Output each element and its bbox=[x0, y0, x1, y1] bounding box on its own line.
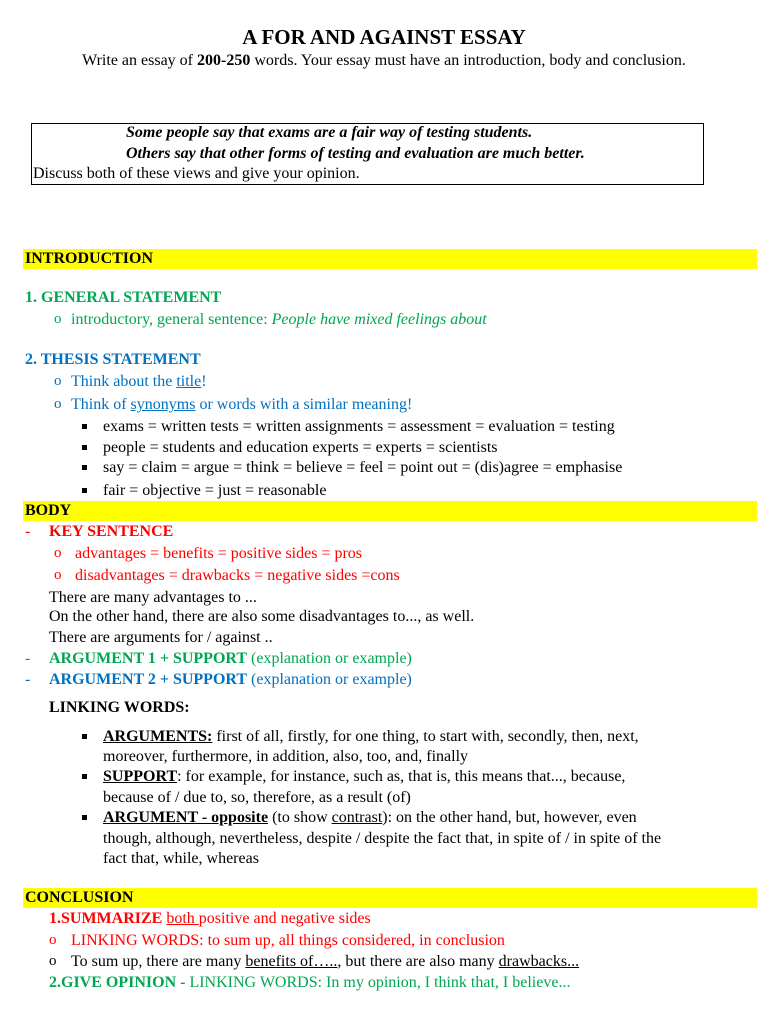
linking-opposite-line-1: ARGUMENT - opposite (to show contrast): on the other hand, but, however, even bbox=[103, 809, 637, 826]
square-bullet-icon bbox=[82, 734, 87, 739]
linking-support-line-2: because of / due to, so, therefore, as a result (of) bbox=[103, 789, 411, 806]
page-title: A FOR AND AGAINST ESSAY bbox=[242, 25, 526, 49]
summarize-line: 1.SUMMARIZE both positive and negative sides bbox=[49, 910, 371, 927]
synonym-line-1: exams = written tests = written assignments = assessment = evaluation = testing bbox=[103, 418, 615, 435]
introduction-heading-bar bbox=[23, 249, 757, 269]
linking-opposite-line-3: fact that, while, whereas bbox=[103, 850, 259, 867]
dash-marker: - bbox=[25, 523, 31, 540]
prompt-line-2: Others say that other forms of testing and evaluation are much better. bbox=[126, 145, 585, 162]
conclusion-heading: CONCLUSION bbox=[25, 889, 134, 906]
linking-arguments-line-2: moreover, furthermore, in addition, also, too, and, finally bbox=[103, 748, 469, 765]
example-line-2: On the other hand, there are also some disadvantages to..., as well. bbox=[49, 608, 475, 625]
general-statement-heading: 1. GENERAL STATEMENT bbox=[25, 289, 222, 306]
linking-words-heading: LINKING WORDS: bbox=[49, 699, 190, 716]
linking-opposite-line-2: though, although, nevertheless, despite / despite the fact that, in spite of / in spite of the bbox=[103, 830, 662, 847]
thesis-item-1: Think about the title! bbox=[71, 373, 207, 390]
circle-bullet-icon: o bbox=[54, 396, 62, 412]
argument-2: ARGUMENT 2 + SUPPORT (explanation or example) bbox=[49, 671, 412, 688]
synonym-line-3: say = claim = argue = think = believe = feel = point out = (dis)agree = emphasise bbox=[103, 459, 623, 476]
circle-bullet-icon: o bbox=[54, 311, 62, 327]
introduction-heading: INTRODUCTION bbox=[25, 250, 154, 267]
prompt-line-1: Some people say that exams are a fair way of testing students. bbox=[126, 124, 533, 141]
conclusion-linking-words: LINKING WORDS: to sum up, all things considered, in conclusion bbox=[71, 932, 505, 949]
dash-marker: - bbox=[25, 650, 31, 667]
general-statement-item: introductory, general sentence: People have mixed feelings about bbox=[71, 311, 487, 328]
square-bullet-icon bbox=[82, 445, 87, 450]
circle-bullet-icon: o bbox=[54, 545, 62, 561]
conclusion-example: To sum up, there are many benefits of….., but there are also many drawbacks... bbox=[71, 953, 580, 970]
example-line-3: There are arguments for / against .. bbox=[49, 629, 273, 646]
example-line-1: There are many advantages to ... bbox=[49, 589, 257, 606]
linking-support-line-1: SUPPORT: for example, for instance, such as, that is, this means that..., because, bbox=[103, 768, 626, 785]
square-bullet-icon bbox=[82, 424, 87, 429]
circle-bullet-icon: o bbox=[54, 373, 62, 389]
key-sentence-heading: KEY SENTENCE bbox=[49, 523, 174, 540]
give-opinion-line: 2.GIVE OPINION - LINKING WORDS: In my opinion, I think that, I believe... bbox=[49, 974, 571, 991]
body-heading-bar bbox=[23, 501, 757, 521]
synonym-line-4: fair = objective = just = reasonable bbox=[103, 482, 327, 499]
thesis-statement-heading: 2. THESIS STATEMENT bbox=[25, 351, 201, 368]
square-bullet-icon bbox=[82, 774, 87, 779]
square-bullet-icon bbox=[82, 815, 87, 820]
circle-bullet-icon: o bbox=[49, 932, 57, 948]
instructions: Write an essay of 200-250 words. Your essay must have an introduction, body and conclusion. bbox=[82, 52, 686, 69]
synonym-line-2: people = students and education experts = experts = scientists bbox=[103, 439, 498, 456]
prompt-line-3: Discuss both of these views and give your opinion. bbox=[33, 165, 360, 182]
body-heading: BODY bbox=[25, 502, 72, 519]
argument-1: ARGUMENT 1 + SUPPORT (explanation or example) bbox=[49, 650, 412, 667]
circle-bullet-icon: o bbox=[54, 567, 62, 583]
square-bullet-icon bbox=[82, 465, 87, 470]
linking-arguments-line-1: ARGUMENTS: first of all, firstly, for one thing, to start with, secondly, then, next, bbox=[103, 728, 639, 745]
conclusion-heading-bar bbox=[23, 888, 757, 908]
thesis-item-2: Think of synonyms or words with a similar meaning! bbox=[71, 396, 413, 413]
square-bullet-icon bbox=[82, 488, 87, 493]
key-item-advantages: advantages = benefits = positive sides = pros bbox=[75, 545, 363, 562]
dash-marker: - bbox=[25, 671, 31, 688]
key-item-disadvantages: disadvantages = drawbacks = negative sides =cons bbox=[75, 567, 400, 584]
circle-bullet-icon: o bbox=[49, 953, 57, 969]
